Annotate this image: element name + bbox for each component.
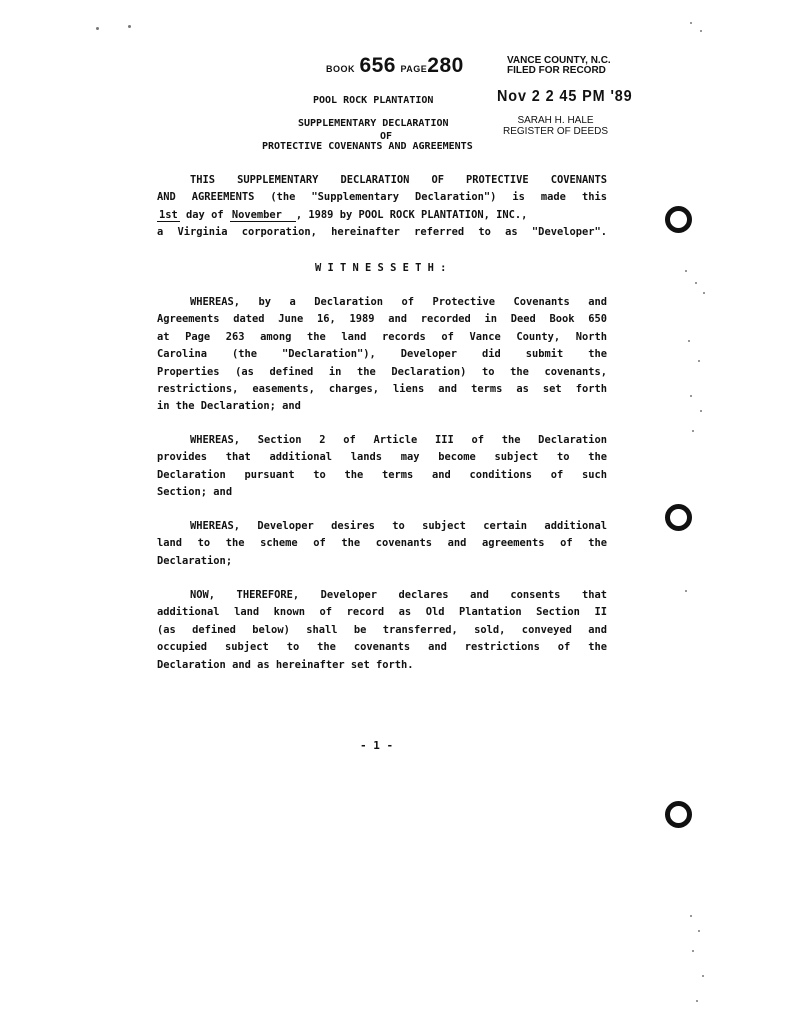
intro-paragraph — [157, 172, 607, 242]
intro-line: THIS SUPPLEMENTARY DECLARATION OF PROTECTIVE COVENANTS — [190, 174, 607, 186]
title-covenants: PROTECTIVE COVENANTS AND AGREEMENTS — [262, 141, 473, 152]
intro-year-tail: , 1989 by POOL ROCK PLANTATION, INC., — [295, 208, 528, 221]
paragraph-line: occupied subject to the covenants and restrictions of the — [157, 641, 607, 654]
county-filing-stamp — [507, 56, 611, 76]
paragraph-line: at Page 263 among the land records of Vance County, North — [157, 330, 607, 343]
title-supplementary: SUPPLEMENTARY DECLARATION — [298, 118, 449, 129]
paragraph-line: WHEREAS, Section 2 of Article III of the Declaration — [190, 434, 607, 446]
page-number-stamp: 280 — [427, 54, 464, 77]
scan-speck — [696, 1000, 698, 1002]
scan-speck — [690, 395, 692, 397]
register-name: SARAH H. HALE — [517, 115, 594, 126]
scan-speck — [688, 340, 690, 342]
paragraph-line: land to the scheme of the covenants and agreements of the — [157, 537, 607, 550]
paragraph-line: Section; and — [157, 486, 233, 499]
intro-line: a Virginia corporation, hereinafter referred to as "Developer". — [157, 226, 607, 239]
filed-for-record: FILED FOR RECORD — [507, 65, 606, 76]
scan-speck — [700, 410, 702, 412]
scan-speck — [700, 30, 702, 32]
paragraph-line: WHEREAS, by a Declaration of Protective Covenants and — [190, 296, 607, 308]
scan-speck — [685, 270, 687, 272]
paragraph-line: Carolina (the "Declaration"), Developer did submit the — [157, 348, 607, 361]
paragraph-line: restrictions, easements, charges, liens and terms as set forth — [157, 383, 607, 396]
scan-speck — [692, 430, 694, 432]
paragraph-line: in the Declaration; and — [157, 400, 301, 413]
day-field: 1st — [159, 208, 178, 221]
paragraph-line: WHEREAS, Developer desires to subject certain additional — [190, 520, 607, 532]
scan-speck — [702, 975, 704, 977]
county-name: VANCE COUNTY, N.C. — [507, 55, 611, 66]
register-title: REGISTER OF DEEDS — [503, 126, 609, 137]
witnesseth-heading: W I T N E S S E T H : — [315, 262, 447, 274]
title-of: OF — [380, 131, 393, 142]
page-footer-number: - 1 - — [360, 739, 394, 752]
title-plantation: POOL ROCK PLANTATION — [313, 95, 434, 106]
paragraph-line: provides that additional lands may become subject to the — [157, 451, 607, 464]
book-page-stamp — [326, 54, 464, 78]
page-label: PAGE — [400, 64, 428, 74]
scan-speck — [96, 27, 99, 30]
punch-hole-icon — [665, 504, 692, 531]
scan-speck — [698, 930, 700, 932]
day-suffix: day of — [186, 208, 224, 221]
punch-hole-icon — [665, 206, 692, 233]
punch-hole-icon — [665, 801, 692, 828]
scan-speck — [703, 292, 705, 294]
scan-speck — [695, 282, 697, 284]
paragraph-line: Declaration; — [157, 554, 233, 567]
intro-line: AND AGREEMENTS (the "Supplementary Declaration") is made this — [157, 191, 607, 204]
filed-date-stamp: Nov 2 2 45 PM '89 — [497, 88, 633, 105]
now-therefore-paragraph — [157, 587, 607, 674]
month-field: November — [230, 209, 296, 222]
paragraph-line: Declaration and as hereinafter set forth. — [157, 658, 414, 671]
register-stamp — [503, 115, 608, 137]
paragraph-line: Agreements dated June 16, 1989 and recorded in Deed Book 650 — [157, 313, 607, 326]
paragraph-line: (as defined below) shall be transferred, sold, conveyed and — [157, 623, 607, 636]
paragraph-line: additional land known of record as Old Plantation Section II — [157, 606, 607, 619]
scan-speck — [692, 950, 694, 952]
paragraph-line: NOW, THEREFORE, Developer declares and consents that — [190, 589, 607, 601]
scan-speck — [128, 25, 131, 28]
scan-speck — [690, 22, 692, 24]
paragraph-line: Properties (as defined in the Declaration) to the covenants, — [157, 365, 607, 378]
scan-speck — [685, 590, 687, 592]
book-label: BOOK — [326, 64, 355, 74]
paragraph-line: Declaration pursuant to the terms and conditions of such — [157, 468, 607, 481]
whereas-paragraph-1 — [157, 294, 607, 416]
scan-speck — [690, 915, 692, 917]
whereas-paragraph-2 — [157, 432, 607, 502]
book-number: 656 — [359, 54, 396, 77]
scan-speck — [698, 360, 700, 362]
intro-date-line — [157, 207, 607, 224]
whereas-paragraph-3 — [157, 518, 607, 570]
